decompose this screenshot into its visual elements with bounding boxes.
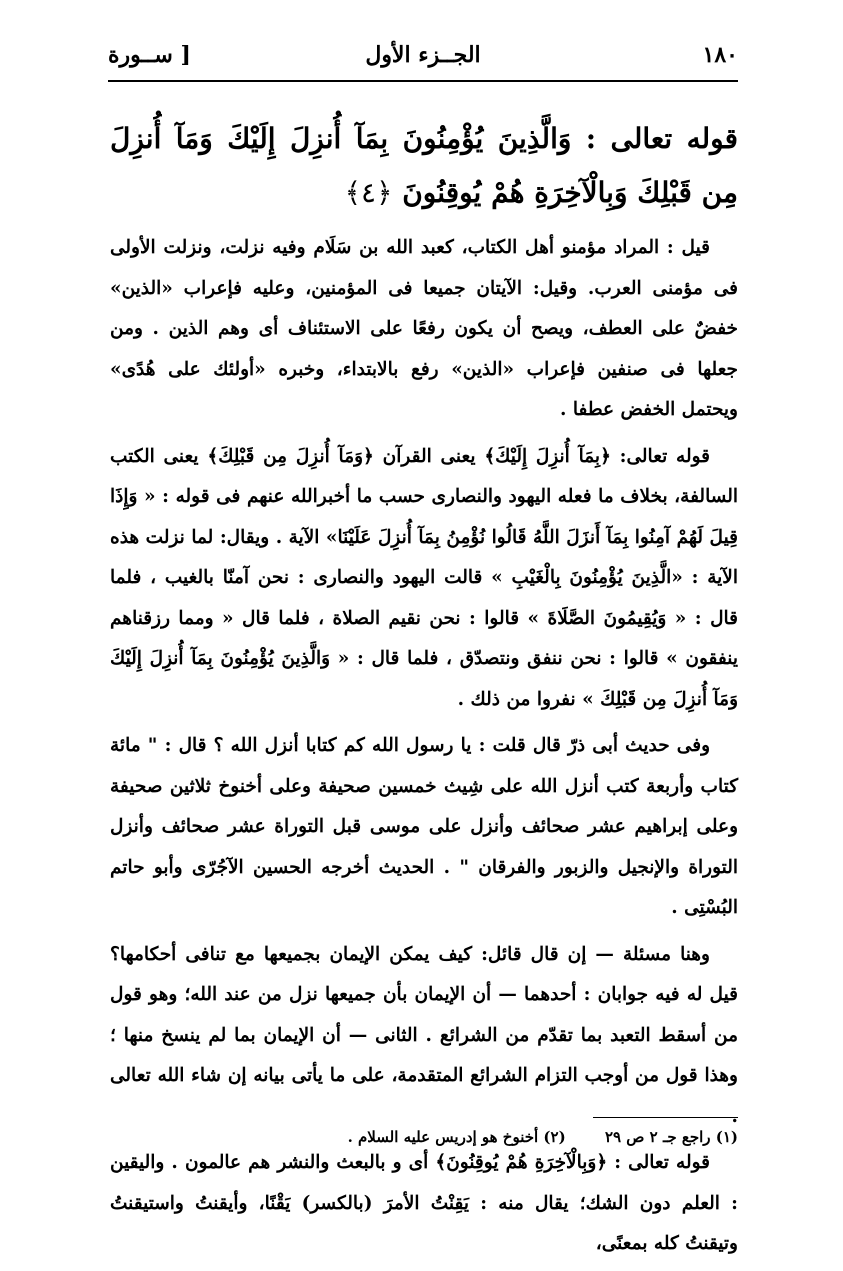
paragraph-1: قيل : المراد مؤمنو أهل الكتاب، كعبد الله بن سَلَام وفيه نزلت، ونزلت الأولى فى مؤمنى العرب. وقيل: الآيتان جميعا فى المؤمنين، وعليه فإعراب «الذين» خفضٌ على العطف، ويصح أن يكون رفعًا على الاستئناف أى وهم الذين . ومن جعلها فى صنفين فإعراب «الذين» رفع بالابتداء، وخبره «أولئك على هُدًى» ويحتمل الخفض عطفا . xyxy=(110,237,738,420)
verse-number: ﴿٤﴾ xyxy=(344,176,393,209)
page-number: ١٨٠ xyxy=(702,42,738,68)
verse-intro: قوله تعالى : xyxy=(585,122,738,155)
footnote-rule xyxy=(593,1117,738,1118)
running-title: الجــزء الأول xyxy=(365,42,481,68)
surah-label: [ ســورة xyxy=(108,42,191,68)
footnote-2: (٢) أخنوخ هو إدريس عليه السلام . xyxy=(347,1128,566,1146)
page-body xyxy=(110,112,738,1271)
paragraph-4: وهنا مسئلة — إن قال قائل: كيف يمكن الإيمان بجميعها مع تنافى أحكامها؟ قيل له فيه جوابان : أحدهما — أن الإيمان بأن جميعها نزل من عند الله؛ وهو قول من أسقط التعبد بما تقدّم من الشرائع . الثانى — أن الإيمان بما لم ينسخ منها ؛ وهذا قول من أوجب التزام الشرائع المتقدمة، على ما يأتى بيانه إن شاء الله تعالى . xyxy=(110,943,738,1127)
quran-verse xyxy=(110,112,738,220)
page-header xyxy=(108,38,738,78)
header-rule xyxy=(108,80,738,82)
verse-text: وَالَّذِينَ يُؤْمِنُونَ بِمَآ أُنزِلَ إِلَيْكَ وَمَآ أُنزِلَ مِن قَبْلِكَ وَبِالْآخِرَةِ هُمْ يُوقِنُونَ xyxy=(110,122,738,209)
footnotes xyxy=(110,1124,738,1150)
paragraph-5: قوله تعالى : ﴿وَبِالْآخِرَةِ هُمْ يُوقِنُونَ﴾ أى و بالبعث والنشر هم عالمون . واليقين : العلم دون الشك؛ يقال منه : يَقِنْتُ الأمرَ (بالكسر) يَقْنًا، وأيقنتُ واستيقنتُ وتيقنتُ كله بمعنًى، xyxy=(110,1152,738,1254)
paragraph-2: قوله تعالى: ﴿بِمَآ أُنزِلَ إِلَيْكَ﴾ يعنى القرآن ﴿وَمَآ أُنزِلَ مِن قَبْلِكَ﴾ يعنى الكتب السالفة، بخلاف ما فعله اليهود والنصارى حسب ما أخبرالله عنهم فى قوله : « وَإِذَا قِيلَ لَهُمْ آمِنُوا بِمَآ أَنزَلَ اللَّهُ قَالُوا نُؤْمِنُ بِمَآ أُنزِلَ عَلَيْنَا» الآية . ويقال: لما نزلت هذه الآية : «الَّذِينَ يُؤْمِنُونَ بِالْغَيْبِ » قالت اليهود والنصارى : نحن آمنّا بالغيب ، فلما قال : « وَيُقِيمُونَ الصَّلَاةَ » قالوا : نحن نقيم الصلاة ، فلما قال « ومما رزقناهم ينفقون » قالوا : نحن ننفق ونتصدّق ، فلما قال : « وَالَّذِينَ يُؤْمِنُونَ بِمَآ أُنزِلَ إِلَيْكَ وَمَآ أُنزِلَ مِن قَبْلِكَ » نفروا من ذلك . xyxy=(110,445,738,710)
paragraph-3: وفى حديث أبى ذرّ قال قلت : يا رسول الله كم كتابا أنزل الله ؟ قال : " مائة كتاب وأربعة كتب أنزل الله على شِيث خمسين صحيفة وعلى أخنوخ ثلاثين صحيفة وعلى إبراهيم عشر صحائف وأنزل على موسى قبل التوراة عشر صحائف وأنزل التوراة والإنجيل والزبور والفرقان " . الحديث أخرجه الحسين الآجُرّى وأبو حاتم البُسْتِى . xyxy=(110,735,738,918)
footnote-1: (١) راجع جـ ٢ ص ٢٩ xyxy=(604,1128,738,1146)
